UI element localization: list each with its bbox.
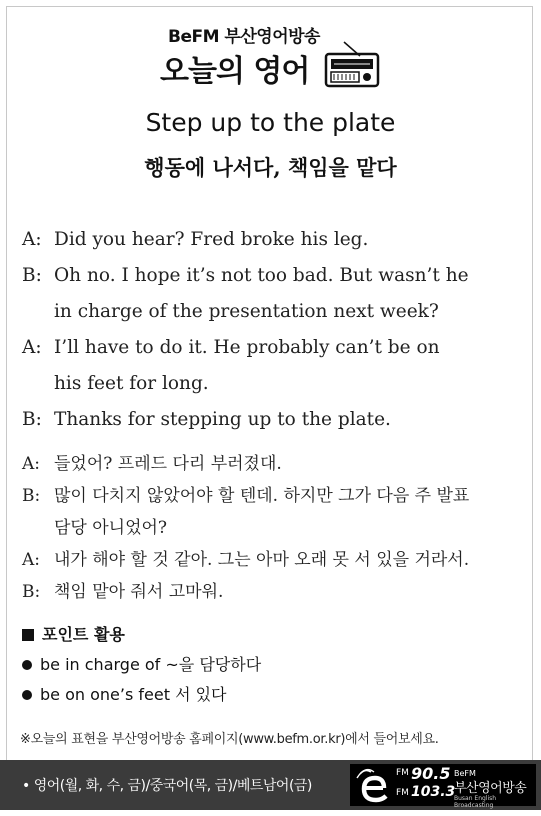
dialog-line: [22, 544, 527, 576]
fm-label: FM: [396, 788, 409, 798]
dialog-line: [22, 480, 527, 512]
point-item-text: be on one’s feet 서 있다: [40, 685, 227, 704]
dialog-line: [22, 366, 522, 402]
station-logo: [350, 764, 536, 809]
square-bullet-icon: [22, 629, 34, 641]
station-name: 부산영어방송: [454, 781, 527, 796]
frequency-primary: 90.5: [411, 764, 451, 783]
dialog-line: [22, 222, 522, 258]
dialog-text: his feet for long.: [54, 373, 209, 394]
speaker-label: B:: [22, 265, 42, 286]
point-heading-text: 포인트 활용: [42, 625, 125, 644]
speaker-label: A:: [22, 454, 41, 474]
dialog-text: 담당 아니었어?: [54, 518, 168, 538]
point-heading: [22, 620, 522, 650]
point-item: [22, 650, 522, 680]
station-name-english: Busan English Broadcasting: [454, 795, 497, 809]
speaker-label: B:: [22, 582, 41, 602]
speaker-label: B:: [22, 409, 42, 430]
dialog-text: 들었어? 프레드 다리 부러졌대.: [54, 454, 282, 474]
speaker-label: A:: [22, 550, 41, 570]
speaker-label: B:: [22, 486, 41, 506]
point-item: [22, 680, 522, 710]
footer-bar: [0, 760, 541, 810]
frequency-secondary: 103.3: [411, 784, 456, 800]
speaker-label: A:: [22, 337, 42, 358]
fm-label: FM: [396, 768, 409, 778]
dialog-english: [22, 222, 522, 438]
expression-title: Step up to the plate: [145, 108, 396, 137]
dialog-line: [22, 402, 522, 438]
dialog-line: [22, 258, 522, 294]
befm-label: BeFM: [454, 769, 476, 778]
dialog-line: [22, 330, 522, 366]
dialog-text: Oh no. I hope it’s not too bad. But wasn’t he: [54, 265, 469, 286]
bullet-icon: [22, 660, 32, 670]
bullet-icon: [22, 690, 32, 700]
dialog-text: in charge of the presentation next week?: [54, 301, 439, 322]
dialog-line: [22, 294, 522, 330]
dialog-line: [22, 512, 527, 544]
website-note: ※오늘의 표현을 부산영어방송 홈페이지(www.befm.or.kr)에서 들어보세요.: [20, 732, 439, 747]
brand-title: 오늘의 영어: [160, 54, 310, 89]
header: [0, 14, 541, 89]
speaker-label: A:: [22, 229, 42, 250]
expression-meaning: 행동에 나서다, 책임을 맡다: [144, 155, 397, 180]
dialog-text: Did you hear? Fred broke his leg.: [54, 229, 369, 250]
befm-e-logo-icon: [356, 766, 390, 804]
dialog-text: 책임 맡아 줘서 고마워.: [54, 582, 224, 602]
dialog-line: [22, 576, 527, 608]
point-item-text: be in charge of ~을 담당하다: [40, 655, 262, 674]
dialog-text: 많이 다치지 않았어야 할 텐데. 하지만 그가 다음 주 발표: [54, 486, 470, 506]
radio-icon: [322, 40, 382, 88]
broadcast-schedule: • 영어(월, 화, 수, 금)/중국어(목, 금)/베트남어(금): [22, 778, 312, 794]
dialog-line: [22, 448, 527, 480]
dialog-korean: [22, 448, 527, 608]
brand-subtitle: BeFM 부산영어방송: [168, 27, 320, 47]
point-section: [22, 620, 522, 710]
dialog-text: Thanks for stepping up to the plate.: [54, 409, 391, 430]
dialog-text: I’ll have to do it. He probably can’t be on: [54, 337, 440, 358]
dialog-text: 내가 해야 할 것 같아. 그는 아마 오래 못 서 있을 거라서.: [54, 550, 470, 570]
